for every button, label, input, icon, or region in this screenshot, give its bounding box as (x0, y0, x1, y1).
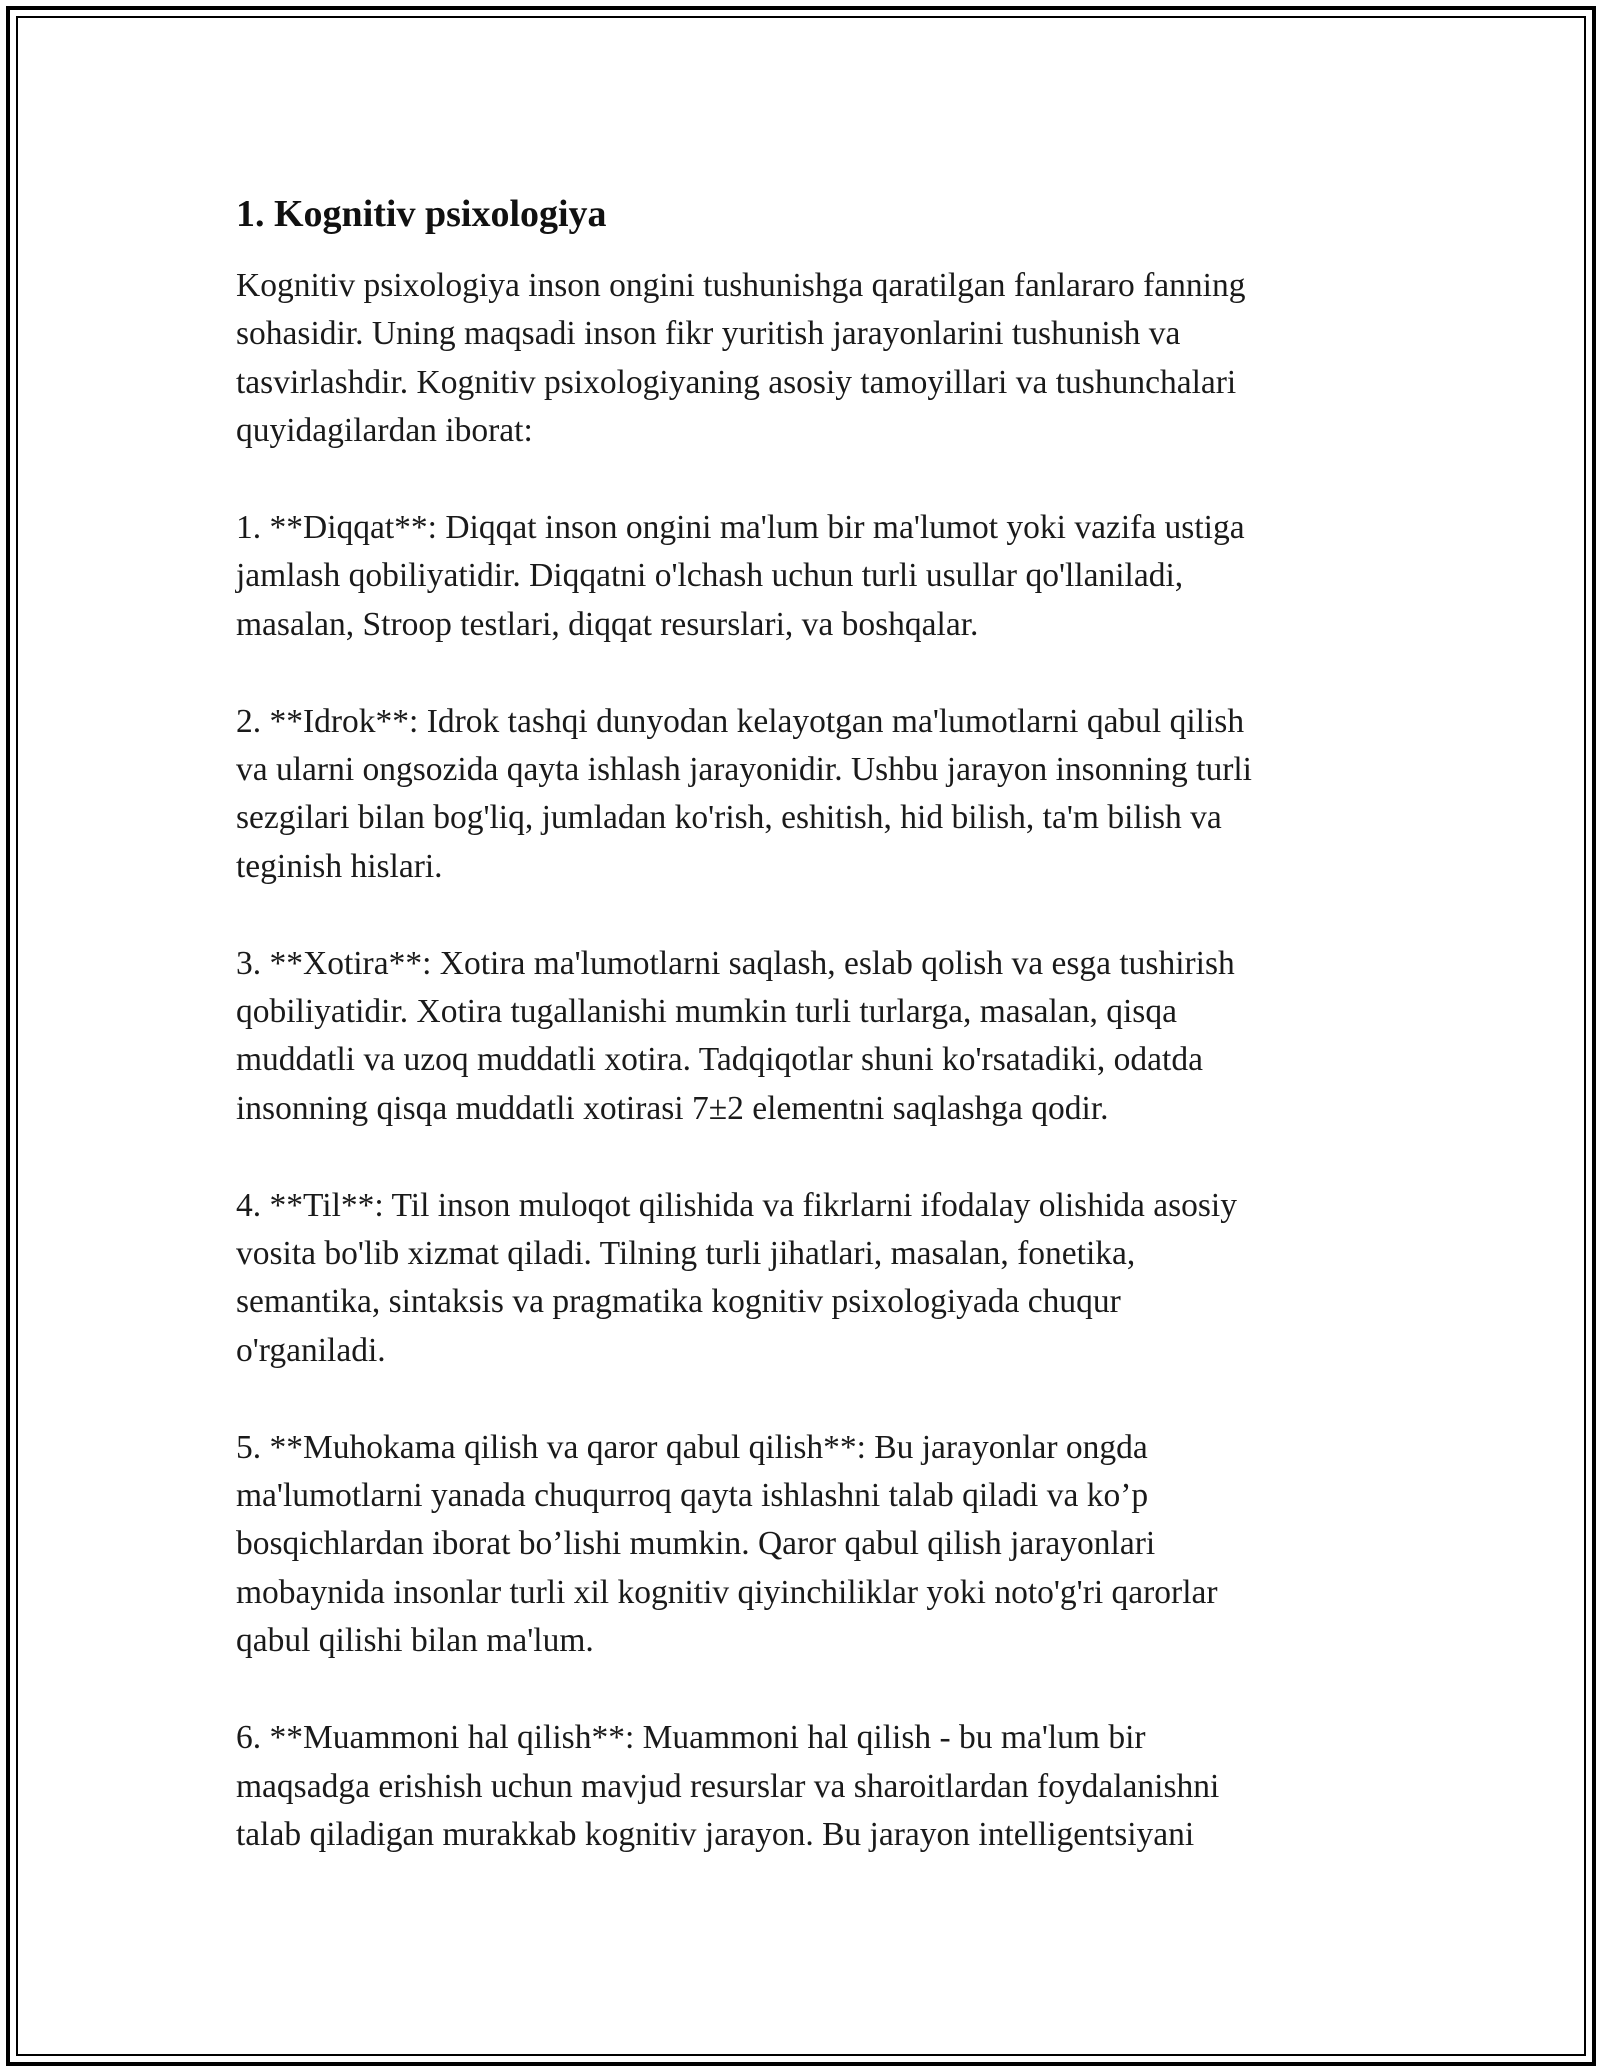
text-line: jamlash qobiliyatidir. Diqqatni o'lchash uchun turli usullar qo'llaniladi, (236, 557, 1184, 595)
text-line: qobiliyatidir. Xotira tugallanishi mumkin turli turlarga, masalan, qisqa (236, 993, 1177, 1031)
text-line: quyidagilardan iborat: (236, 412, 533, 450)
text-line: o'rganiladi. (236, 1331, 386, 1369)
list-item-language (236, 1182, 1366, 1376)
text-line: vosita bo'lib xizmat qiladi. Tilning turli jihatlari, masalan, fonetika, (236, 1235, 1136, 1273)
text-line: ma'lumotlarni yanada chuqurroq qayta ishlashni talab qiladi va ko’p (236, 1477, 1149, 1515)
text-line: sohasidir. Uning maqsadi inson fikr yuritish jarayonlarini tushunish va (236, 315, 1181, 353)
list-item-attention (236, 504, 1366, 649)
text-line: 1. **Diqqat**: Diqqat inson ongini ma'lum bir ma'lumot yoki vazifa ustiga (236, 509, 1245, 547)
text-line: muddatli va uzoq muddatli xotira. Tadqiqotlar shuni ko'rsatadiki, odatda (236, 1041, 1203, 1079)
text-line: insonning qisqa muddatli xotirasi 7±2 elementni saqlashga qodir. (236, 1089, 1109, 1127)
text-line: va ularni ongsozida qayta ishlash jarayonidir. Ushbu jarayon insonning turli (236, 751, 1252, 789)
list-item-perception (236, 698, 1366, 892)
text-line: 3. **Xotira**: Xotira ma'lumotlarni saqlash, eslab qolish va esga tushirish (236, 944, 1235, 982)
text-line: qabul qilishi bilan ma'lum. (236, 1622, 594, 1660)
intro-paragraph (236, 262, 1366, 456)
text-line: maqsadga erishish uchun mavjud resurslar va sharoitlardan foydalanishni (236, 1767, 1220, 1805)
document-body (236, 186, 1366, 1908)
text-line: mobaynida insonlar turli xil kognitiv qiyinchiliklar yoki noto'g'ri qarorlar (236, 1573, 1218, 1611)
text-line: bosqichlardan iborat bo’lishi mumkin. Qaror qabul qilish jarayonlari (236, 1525, 1156, 1563)
list-item-memory (236, 940, 1366, 1134)
text-line: semantika, sintaksis va pragmatika kognitiv psixologiyada chuqur (236, 1283, 1121, 1321)
list-item-problem-solving (236, 1714, 1366, 1859)
text-line: masalan, Stroop testlari, diqqat resurslari, va boshqalar. (236, 605, 979, 643)
text-line: Kognitiv psixologiya inson ongini tushunishga qaratilgan fanlararo fanning (236, 267, 1246, 304)
text-line: sezgilari bilan bog'liq, jumladan ko'rish, eshitish, hid bilish, ta'm bilish va (236, 799, 1222, 837)
text-line: 2. **Idrok**: Idrok tashqi dunyodan kelayotgan ma'lumotlarni qabul qilish (236, 702, 1245, 740)
section-heading: 1. Kognitiv psixologiya (236, 193, 607, 235)
text-line: teginish hislari. (236, 847, 443, 885)
text-line: talab qiladigan murakkab kognitiv jarayon. Bu jarayon intelligentsiyani (236, 1815, 1195, 1853)
list-item-reasoning (236, 1424, 1366, 1666)
text-line: tasvirlashdir. Kognitiv psixologiyaning asosiy tamoyillari va tushunchalari (236, 363, 1237, 401)
text-line: 6. **Muammoni hal qilish**: Muammoni hal qilish - bu ma'lum bir (236, 1719, 1146, 1757)
text-line: 4. **Til**: Til inson muloqot qilishida va fikrlarni ifodalay olishida asosiy (236, 1186, 1237, 1224)
text-line: 5. **Muhokama qilish va qaror qabul qilish**: Bu jarayonlar ongda (236, 1428, 1148, 1466)
